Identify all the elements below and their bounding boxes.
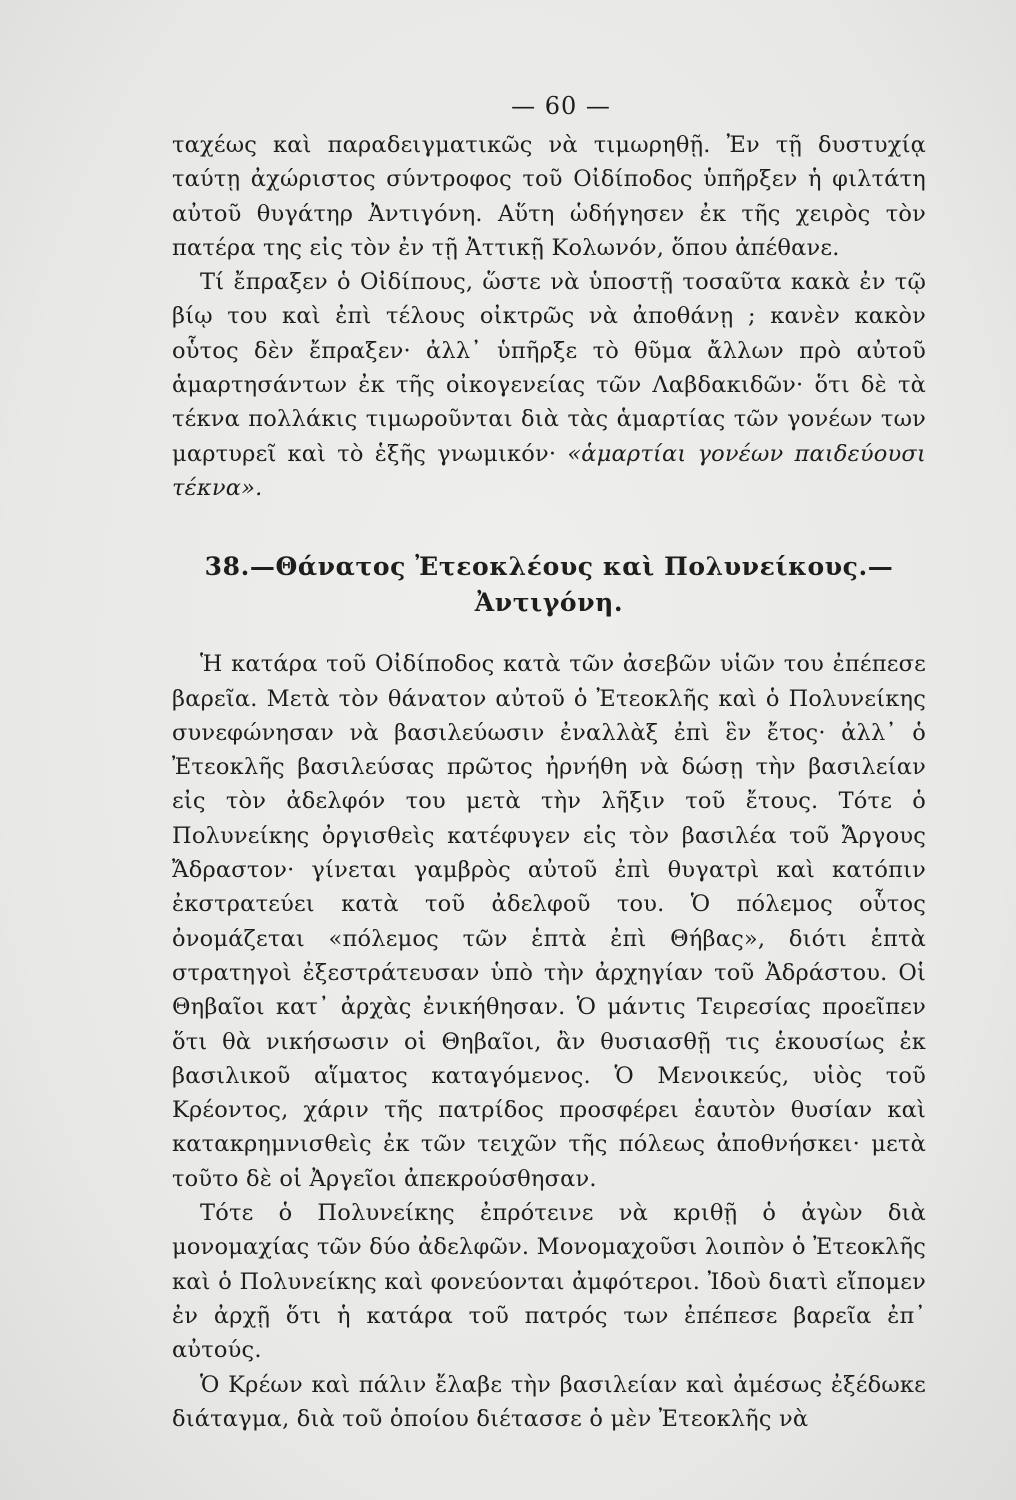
section-heading-line-1: 38.—Θάνατος Ἐτεοκλέους καὶ Πολυνείκους.— bbox=[204, 552, 894, 582]
paragraph-duel: Τότε ὁ Πολυνείκης ἐπρότεινε νὰ κριθῇ ὁ ἀγὼν διὰ μονομαχίας τῶν δύο ἀδελφῶν. Μονομαχοῦσι λοιπὸν ὁ Ἐτεοκλῆς καὶ ὁ Πολυνείκης καὶ φονεύονται ἀμφότεροι. Ἰδοὺ διατὶ εἴπομεν ἐν ἀρχῇ ὅτι ἡ κατάρα τοῦ πατρός των ἐπέπεσε βαρεῖα ἐπ᾽ αὐτούς. bbox=[172, 1200, 926, 1364]
paragraph-creon: Ὁ Κρέων καὶ πάλιν ἔλαβε τὴν βασιλείαν καὶ ἀμέσως ἐξέδωκε διάταγμα, διὰ τοῦ ὁποίου διέτασσε ὁ μὲν Ἐτεοκλῆς νὰ bbox=[172, 1371, 926, 1432]
page-number: — 60 — bbox=[511, 92, 611, 120]
paragraph-continuation: ταχέως καὶ παραδειγματικῶς νὰ τιμωρηθῇ. Ἐν τῇ δυστυχίᾳ ταύτῃ ἀχώριστος σύντροφος τοῦ Οἰδίποδος ὑπῆρξεν ἡ φιλτάτη αὐτοῦ θυγάτηρ Ἀντιγόνη. Αὕτη ὡδήγησεν ἐκ τῆς χειρὸς τὸν πατέρα της εἰς τὸν ἐν τῇ Ἀττικῇ Κολωνόν, ὅπου ἀπέθανε. bbox=[172, 132, 926, 261]
section-heading-line-2: Ἀντιγόνη. bbox=[474, 588, 624, 618]
paragraph-oedipus-text: Τί ἔπραξεν ὁ Οἰδίπους, ὥστε νὰ ὑποστῇ τοσαῦτα κακὰ ἐν τῷ βίῳ του καὶ ἐπὶ τέλους οἰκτρῶς νὰ ἀποθάνῃ ; κανὲν κακὸν οὗτος δὲν ἔπραξεν· ἀλλ᾽ ὑπῆρξε τὸ θῦμα ἄλλων πρὸ αὐτοῦ ἁμαρτησάντων ἐκ τῆς οἰκογενείας τῶν Λαβδακιδῶν· ὅτι δὲ τὰ τέκνα πολλάκις τιμωροῦνται διὰ τὰς ἁμαρτίας τῶν γονέων των μαρτυρεῖ καὶ τὸ ἑξῆς γνωμικόν· bbox=[172, 269, 926, 467]
section-heading bbox=[172, 549, 926, 621]
paragraph-curse: Ἡ κατάρα τοῦ Οἰδίποδος κατὰ τῶν ἀσεβῶν υἱῶν του ἐπέπεσε βαρεῖα. Μετὰ τὸν θάνατον αὐτοῦ ὁ Ἐτεοκλῆς καὶ ὁ Πολυνείκης συνεφώνησαν νὰ βασιλεύωσιν ἐναλλὰξ ἐπὶ ἓν ἔτος· ἀλλ᾽ ὁ Ἐτεοκλῆς βασιλεύσας πρῶτος ἠρνήθη νὰ δώσῃ τὴν βασιλείαν εἰς τὸν ἀδελφόν του μετὰ τὴν λῆξιν τοῦ ἔτους. Τότε ὁ Πολυνείκης ὀργισθεὶς κατέφυγεν εἰς τὸν βασιλέα τοῦ Ἄργους Ἄδραστον· γίνεται γαμβρὸς αὐτοῦ ἐπὶ θυγατρὶ καὶ κατόπιν ἐκστρατεύει κατὰ τοῦ ἀδελφοῦ του. Ὁ πόλεμος οὗτος ὀνομάζεται «πόλεμος τῶν ἑπτὰ ἐπὶ Θήβας», διότι ἑπτὰ στρατηγοὶ ἐξεστράτευσαν ὑπὸ τὴν ἀρχηγίαν τοῦ Ἀδράστου. Οἱ Θηβαῖοι κατ᾽ ἀρχὰς ἐνικήθησαν. Ὁ μάντις Τειρεσίας προεῖπεν ὅτι θὰ νικήσωσιν οἱ Θηβαῖοι, ἂν θυσιασθῇ τις ἑκουσίως ἐκ βασιλικοῦ αἵματος καταγόμενος. Ὁ Μενοικεύς, υἱὸς τοῦ Κρέοντος, χάριν τῆς πατρίδος προσφέρει ἑαυτὸν θυσίαν καὶ κατακρημνισθεὶς ἐκ τῶν τειχῶν τῆς πόλεως ἀποθνήσκει· μετὰ τοῦτο δὲ οἱ Ἀργεῖοι ἀπεκρούσθησαν. bbox=[172, 651, 926, 1192]
proverb-quote: «ἁμαρτίαι γονέων παιδεύουσι τέκνα». bbox=[172, 440, 926, 501]
paragraph-oedipus-question bbox=[172, 265, 926, 505]
